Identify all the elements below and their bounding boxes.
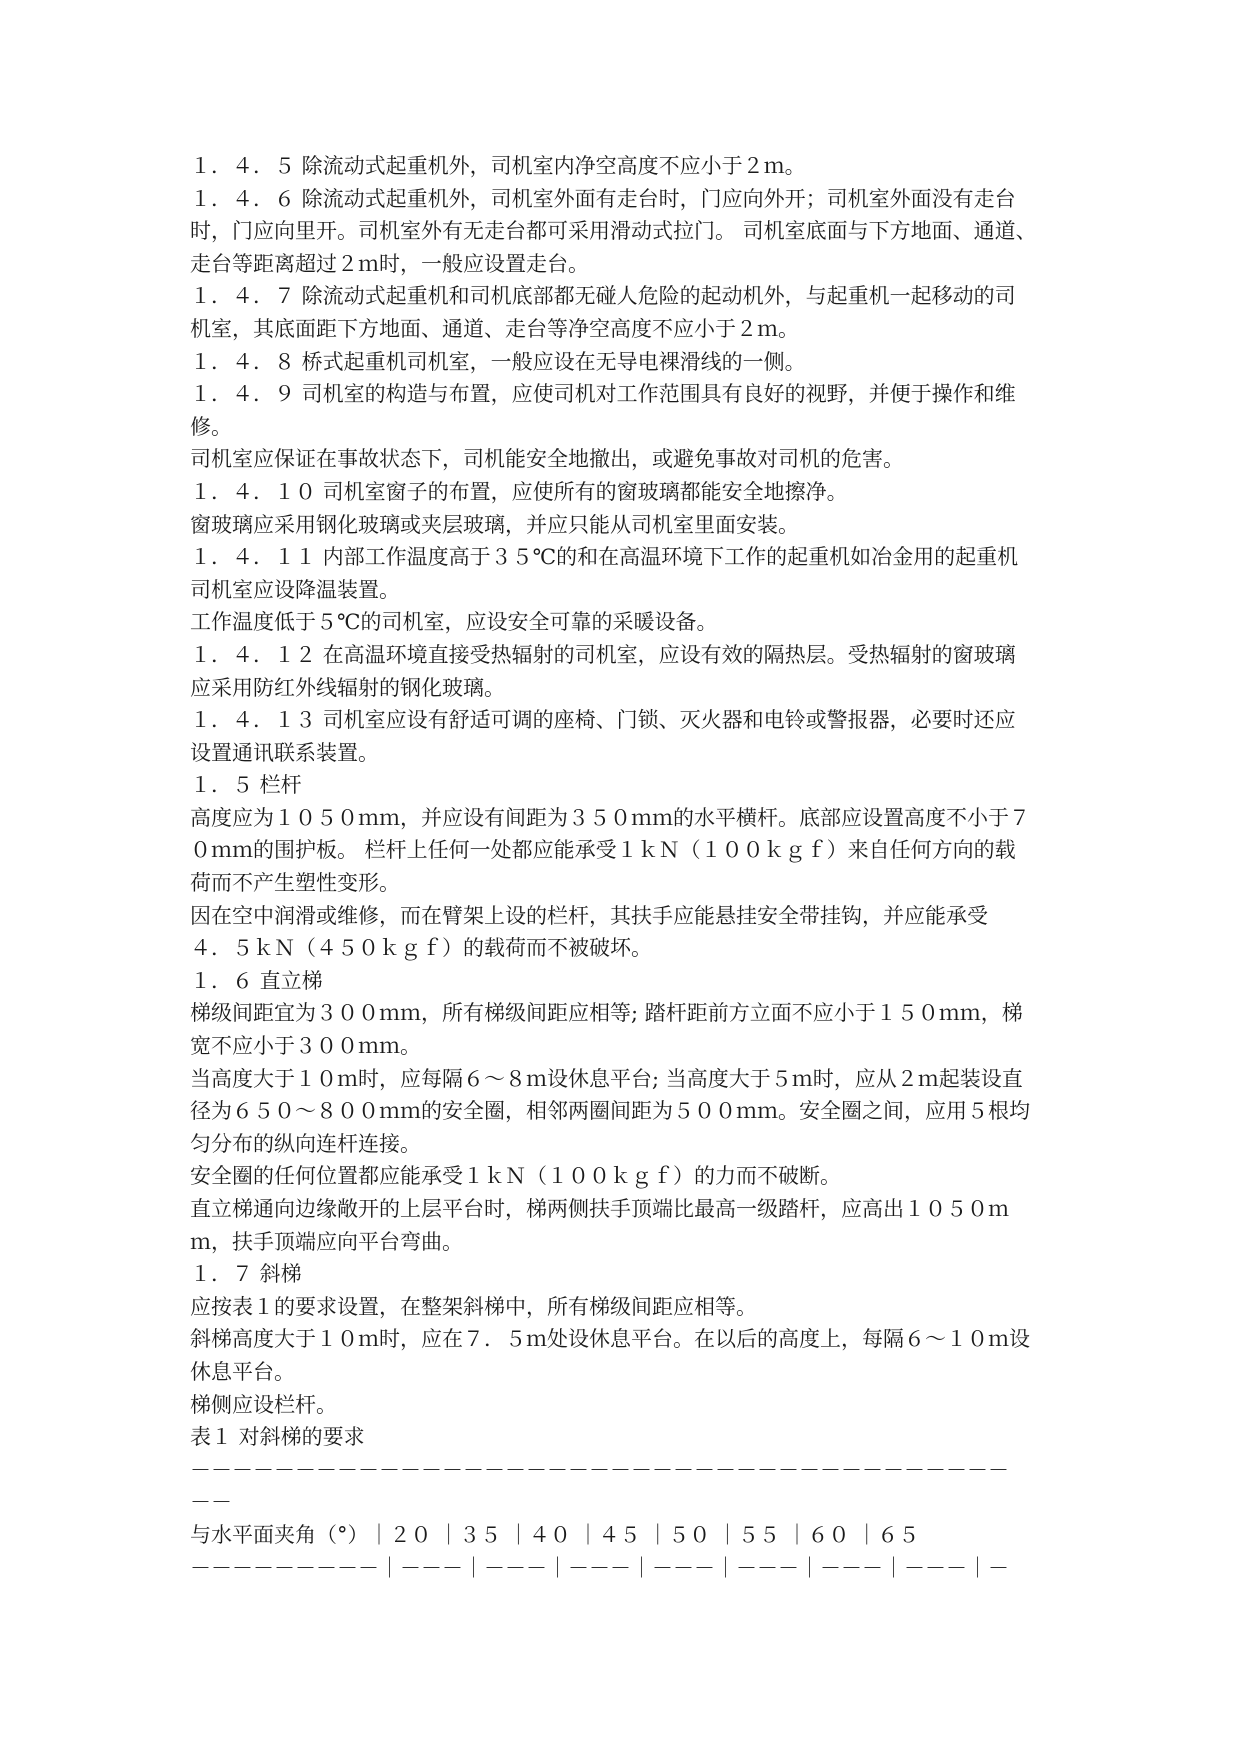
text-line: 司机室应保证在事故状态下，司机能安全地撤出，或避免事故对司机的危害。	[190, 447, 904, 472]
text-line: 机室，其底面距下方地面、通道、走台等净空高度不应小于２ｍ。	[190, 316, 799, 341]
table-caption: 表１ 对斜梯的要求	[190, 1425, 365, 1450]
table-rule: －－	[190, 1490, 232, 1515]
table-header-row: 与水平面夹角（°）｜２０ ｜３５ ｜４０ ｜４５ ｜５０ ｜５５ ｜６０ ｜６５	[190, 1522, 920, 1547]
text-line: 梯级间距宜为３００ｍｍ，所有梯级间距应相等; 踏杆距前方立面不应小于１５０ｍｍ，梯	[190, 1001, 1023, 1026]
text-line: 司机室应设降温装置。	[190, 577, 400, 602]
text-line: 修。	[190, 414, 232, 439]
text-line: ｍ，扶手顶端应向平台弯曲。	[190, 1229, 463, 1254]
text-line: 直立梯通向边缘敞开的上层平台时，梯两侧扶手顶端比最高一级踏杆，应高出１０５０ｍ	[190, 1197, 1009, 1221]
text-line: 梯侧应设栏杆。	[190, 1392, 337, 1417]
table-rule: －－－－－－－－－－－－－－－－－－－－－－－－－－－－－－－－－－－－－－－	[190, 1457, 1009, 1482]
text-line: 工作温度低于５℃的司机室，应设安全可靠的采暖设备。	[190, 610, 718, 635]
text-line: １．４．９ 司机室的构造与布置，应使司机对工作范围具有良好的视野，并便于操作和维	[190, 382, 1016, 407]
text-line: １．４．１２ 在高温环境直接受热辐射的司机室，应设有效的隔热层。受热辐射的窗玻璃	[190, 642, 1016, 667]
text-line: １．４．１１ 内部工作温度高于３５℃的和在高温环境下工作的起重机如冶金用的起重机	[190, 545, 1019, 570]
text-line: 荷而不产生塑性变形。	[190, 871, 400, 896]
text-line: １．４．１３ 司机室应设有舒适可调的座椅、门锁、灭火器和电铃或警报器，必要时还应	[190, 708, 1016, 733]
table-rule: －－－－－－－－－｜－－－｜－－－｜－－－｜－－－｜－－－｜－－－｜－－－｜－	[190, 1555, 1009, 1580]
text-line: 窗玻璃应采用钢化玻璃或夹层玻璃，并应只能从司机室里面安装。	[190, 512, 799, 537]
text-line: １．４．７ 除流动式起重机和司机底部都无碰人危险的起动机外，与起重机一起移动的司	[190, 284, 1016, 309]
text-line: 应采用防红外线辐射的钢化玻璃。	[190, 675, 505, 700]
text-line: 时，门应向里开。司机室外有无走台都可采用滑动式拉门。 司机室底面与下方地面、通道、	[190, 219, 1037, 244]
text-line: 走台等距离超过２ｍ时，一般应设置走台。	[190, 251, 589, 276]
text-line: 安全圈的任何位置都应能承受１ｋＮ（１００ｋｇｆ）的力而不破断。	[190, 1164, 841, 1189]
text-line: １．４．６ 除流动式起重机外，司机室外面有走台时，门应向外开；司机室外面没有走台	[190, 186, 1016, 211]
text-line: 斜梯高度大于１０ｍ时，应在７．５ｍ处设休息平台。在以后的高度上，每隔６～１０ｍ设	[190, 1327, 1030, 1352]
text-line: １．４．１０ 司机室窗子的布置，应使所有的窗玻璃都能安全地擦净。	[190, 479, 848, 504]
text-line: 高度应为１０５０ｍｍ，并应设有间距为３５０ｍｍ的水平横杆。底部应设置高度不小于７	[190, 805, 1030, 830]
text-line: １．４．８ 桥式起重机司机室，一般应设在无导电裸滑线的一侧。	[190, 349, 806, 374]
text-line: 因在空中润滑或维修，而在臂架上设的栏杆，其扶手应能悬挂安全带挂钩，并应能承受	[190, 903, 988, 928]
text-line: 当高度大于１０ｍ时，应每隔６～８ｍ设休息平台; 当高度大于５ｍ时，应从２ｍ起装设直	[190, 1066, 1023, 1091]
text-line: 设置通讯联系装置。	[190, 740, 379, 765]
section-heading: １．６ 直立梯	[190, 968, 323, 993]
document-body	[190, 150, 1060, 1584]
text-line: ０ｍｍ的围护板。 栏杆上任何一处都应能承受１ｋＮ（１００ｋｇｆ）来自任何方向的载	[190, 838, 1016, 863]
section-heading: １．７ 斜梯	[190, 1262, 302, 1287]
text-line: ４．５ｋＮ（４５０ｋｇｆ）的载荷而不被破坏。	[190, 936, 652, 961]
text-line: 休息平台。	[190, 1359, 295, 1384]
text-line: 宽不应小于３００ｍｍ。	[190, 1034, 421, 1059]
text-line: 应按表１的要求设置，在整架斜梯中，所有梯级间距应相等。	[190, 1294, 757, 1319]
text-line: １．４．５ 除流动式起重机外，司机室内净空高度不应小于２ｍ。	[190, 154, 806, 178]
text-line: 匀分布的纵向连杆连接。	[190, 1131, 421, 1156]
section-heading: １．５ 栏杆	[190, 773, 302, 798]
text-line: 径为６５０～８００ｍｍ的安全圈，相邻两圈间距为５００ｍｍ。安全圈之间，应用５根均	[190, 1099, 1030, 1124]
